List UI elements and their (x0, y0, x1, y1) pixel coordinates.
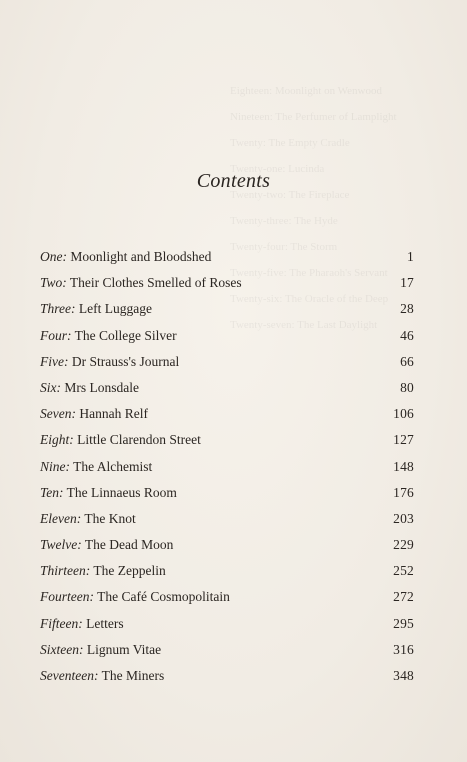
chapter-title: Their Clothes Smelled of Roses (69, 275, 242, 291)
page-number: 348 (393, 668, 414, 683)
toc-entry-label (40, 299, 152, 319)
page-number: 28 (400, 301, 414, 317)
toc-entry (40, 299, 414, 325)
toc-entry (40, 404, 414, 430)
toc-entry-label (40, 404, 148, 424)
chapter-title: Left Luggage (78, 301, 152, 317)
toc-entry (40, 326, 414, 352)
toc-entry-label (40, 430, 201, 450)
chapter-number: Seven: (40, 406, 76, 422)
toc-entry-label (40, 457, 152, 477)
page-number: 272 (393, 589, 414, 605)
toc-entry (40, 430, 414, 456)
page-number: 229 (393, 537, 414, 553)
toc-entry (40, 352, 414, 378)
chapter-number: Four: (40, 327, 72, 343)
toc-entry-label (40, 561, 166, 581)
toc-entry-label (40, 483, 177, 503)
page-number: 176 (393, 484, 414, 500)
toc-entry (40, 378, 414, 404)
page-number: 1 (407, 249, 414, 264)
toc-entry-label (40, 666, 164, 686)
chapter-title: Mrs Lonsdale (64, 379, 139, 395)
bleed-through-line: Nineteen: The Perfumer of Lamplight (230, 111, 397, 123)
toc-entry-label (40, 614, 124, 634)
chapter-title: The Dead Moon (84, 537, 174, 553)
page-number: 252 (393, 563, 414, 579)
chapter-number: Nine: (40, 458, 70, 474)
chapter-number: One: (40, 249, 67, 264)
toc-entry-label (40, 535, 173, 555)
toc-entry (40, 666, 414, 692)
chapter-number: Thirteen: (40, 563, 91, 579)
chapter-number: Five: (40, 353, 69, 369)
chapter-title: The Miners (101, 668, 165, 683)
chapter-title: Letters (86, 615, 124, 631)
chapter-number: Eleven: (40, 510, 82, 526)
toc-entry (40, 483, 414, 509)
toc-entry-label (40, 378, 139, 398)
chapter-title: Hannah Relf (79, 406, 148, 422)
chapter-title: Little Clarendon Street (77, 432, 201, 448)
chapter-title: The Zeppelin (93, 563, 166, 579)
toc-entry-label (40, 352, 179, 372)
chapter-number: Twelve: (40, 537, 82, 553)
bleed-through-line: Twenty-one: Lucinda (230, 163, 325, 175)
page-number: 148 (393, 458, 414, 474)
toc-entry-label (40, 273, 242, 293)
chapter-number: Ten: (40, 484, 64, 500)
toc-entry (40, 561, 414, 587)
bleed-through-line: Twenty-five: The Pharaoh's Servant (230, 267, 388, 279)
toc-entry (40, 587, 414, 613)
chapter-number: Eight: (40, 432, 74, 448)
page-number: 80 (400, 379, 414, 395)
page-number: 106 (393, 406, 414, 422)
chapter-title: Moonlight and Bloodshed (70, 249, 212, 264)
toc-entry (40, 457, 414, 483)
page-number: 127 (393, 432, 414, 448)
chapter-number: Fourteen: (40, 589, 94, 605)
toc-entry-label (40, 326, 177, 346)
bleed-through-line: Twenty-three: The Hyde (230, 215, 338, 227)
toc-entry-label (40, 247, 211, 267)
page-number: 295 (393, 615, 414, 631)
chapter-number: Three: (40, 301, 76, 317)
bleed-through-line: Twenty-four: The Storm (230, 241, 338, 253)
bleed-through-line: Twenty-six: The Oracle of the Deep (230, 293, 389, 305)
chapter-title: Lignum Vitae (86, 641, 162, 657)
toc-entry-label (40, 640, 161, 660)
toc-entry-label (40, 587, 230, 607)
toc-entry (40, 247, 414, 273)
toc-entry (40, 509, 414, 535)
page-title: Contents (196, 170, 271, 192)
chapter-number: Seventeen: (40, 668, 99, 683)
toc-entry (40, 535, 414, 561)
table-of-contents (40, 247, 414, 692)
page-number: 46 (400, 327, 414, 343)
chapter-title: The Alchemist (73, 458, 153, 474)
chapter-number: Fifteen: (40, 615, 83, 631)
chapter-number: Six: (40, 379, 61, 395)
page-number: 316 (393, 641, 414, 657)
chapter-title: The Café Cosmopolitain (97, 589, 230, 605)
chapter-title: The College Silver (74, 327, 177, 343)
bleed-through-line: Twenty-two: The Fireplace (230, 189, 350, 201)
bleed-through-line: Twenty: The Empty Cradle (230, 137, 350, 149)
page-number: 17 (400, 275, 414, 291)
bleed-through-line: Eighteen: Moonlight on Wenwood (230, 85, 382, 97)
chapter-number: Two: (40, 275, 67, 291)
page-number: 203 (393, 510, 414, 526)
toc-entry-label (40, 509, 136, 529)
bleed-through-line: Twenty-seven: The Last Daylight (230, 319, 378, 331)
chapter-number: Sixteen: (40, 641, 84, 657)
toc-entry (40, 614, 414, 640)
chapter-title: The Linnaeus Room (66, 484, 177, 500)
chapter-title: The Knot (84, 510, 136, 526)
toc-entry (40, 640, 414, 666)
toc-entry (40, 273, 414, 299)
chapter-title: Dr Strauss's Journal (71, 353, 180, 369)
page-number: 66 (400, 353, 414, 369)
